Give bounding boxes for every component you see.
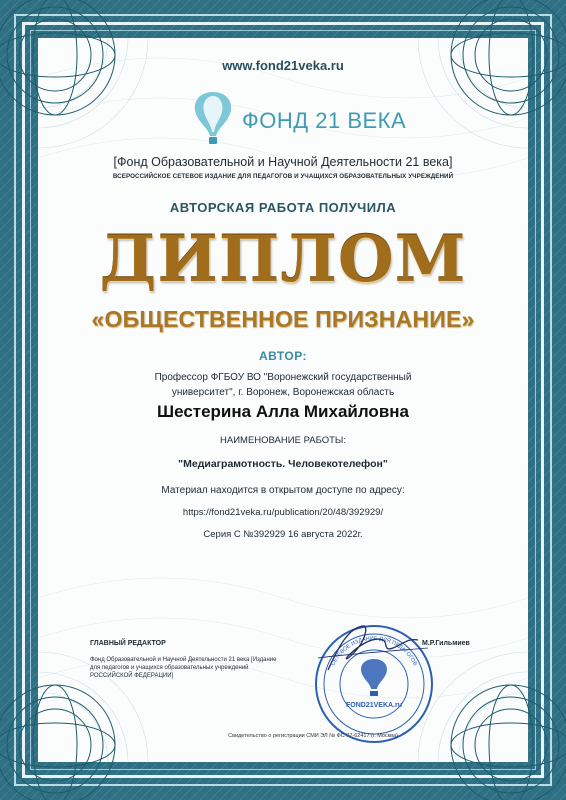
author-label: АВТОР: bbox=[258, 349, 308, 363]
certificate-content bbox=[38, 38, 528, 762]
series-number: Серия С №392929 16 августа 2022г. bbox=[203, 529, 363, 540]
website-link[interactable]: www.fond21veka.ru bbox=[222, 58, 344, 73]
author-position: Профессор ФГБОУ ВО "Воронежский государственный университет", г. Воронеж, Воронежская область bbox=[154, 372, 412, 398]
editor-organization: Фонд Образовательной и Научной Деятельности 21 века [Издание для педагогов и учащихся образовательных учреждений РОССИЙСКОЙ ФЕДЕРАЦИИ] bbox=[90, 657, 277, 679]
registration-note: Свидетельство о регистрации СМИ ЭЛ № ФС 77-62417 (г. Москва) bbox=[228, 733, 398, 739]
access-text: Материал находится в открытом доступе по адресу: bbox=[161, 485, 405, 496]
fund-logo bbox=[190, 90, 407, 148]
seal-center-text: FOND21VEKA.ru bbox=[345, 702, 403, 709]
publication-url[interactable]: https://fond21veka.ru/publication/20/48/392929/ bbox=[182, 507, 384, 518]
editor-name: М.Р.Гильмиев bbox=[422, 640, 470, 647]
balloon-logo-icon bbox=[190, 90, 236, 146]
editor-signature bbox=[288, 618, 438, 678]
received-label: АВТОРСКАЯ РАБОТА ПОЛУЧИЛА bbox=[169, 200, 397, 215]
diploma-title: ДИПЛОМ bbox=[99, 222, 467, 297]
work-title-label: НАИМЕНОВАНИЕ РАБОТЫ: bbox=[220, 435, 346, 446]
work-title: "Медиаграмотность. Человекотелефон" bbox=[178, 458, 388, 470]
seal-arc-text: СЕТЕВОЕ ИЗДАНИЕ ДЛЯ ПЕДАГОГОВ bbox=[330, 635, 418, 667]
fund-logo-text: ФОНД 21 ВЕКА bbox=[242, 108, 407, 133]
author-name: Шестерина Алла Михайловна bbox=[157, 402, 409, 421]
organization-name: [Фонд Образовательной и Научной Деятельности 21 века] bbox=[113, 155, 453, 169]
organization-subtitle: ВСЕРОССИЙСКОЕ СЕТЕВОЕ ИЗДАНИЕ ДЛЯ ПЕДАГОГОВ И УЧАЩИХСЯ ОБРАЗОВАТЕЛЬНЫХ УЧРЕЖДЕНИЙ bbox=[112, 173, 454, 180]
nomination-title: «ОБЩЕСТВЕННОЕ ПРИЗНАНИЕ» bbox=[91, 306, 475, 332]
editor-title: ГЛАВНЫЙ РЕДАКТОР bbox=[90, 640, 166, 647]
